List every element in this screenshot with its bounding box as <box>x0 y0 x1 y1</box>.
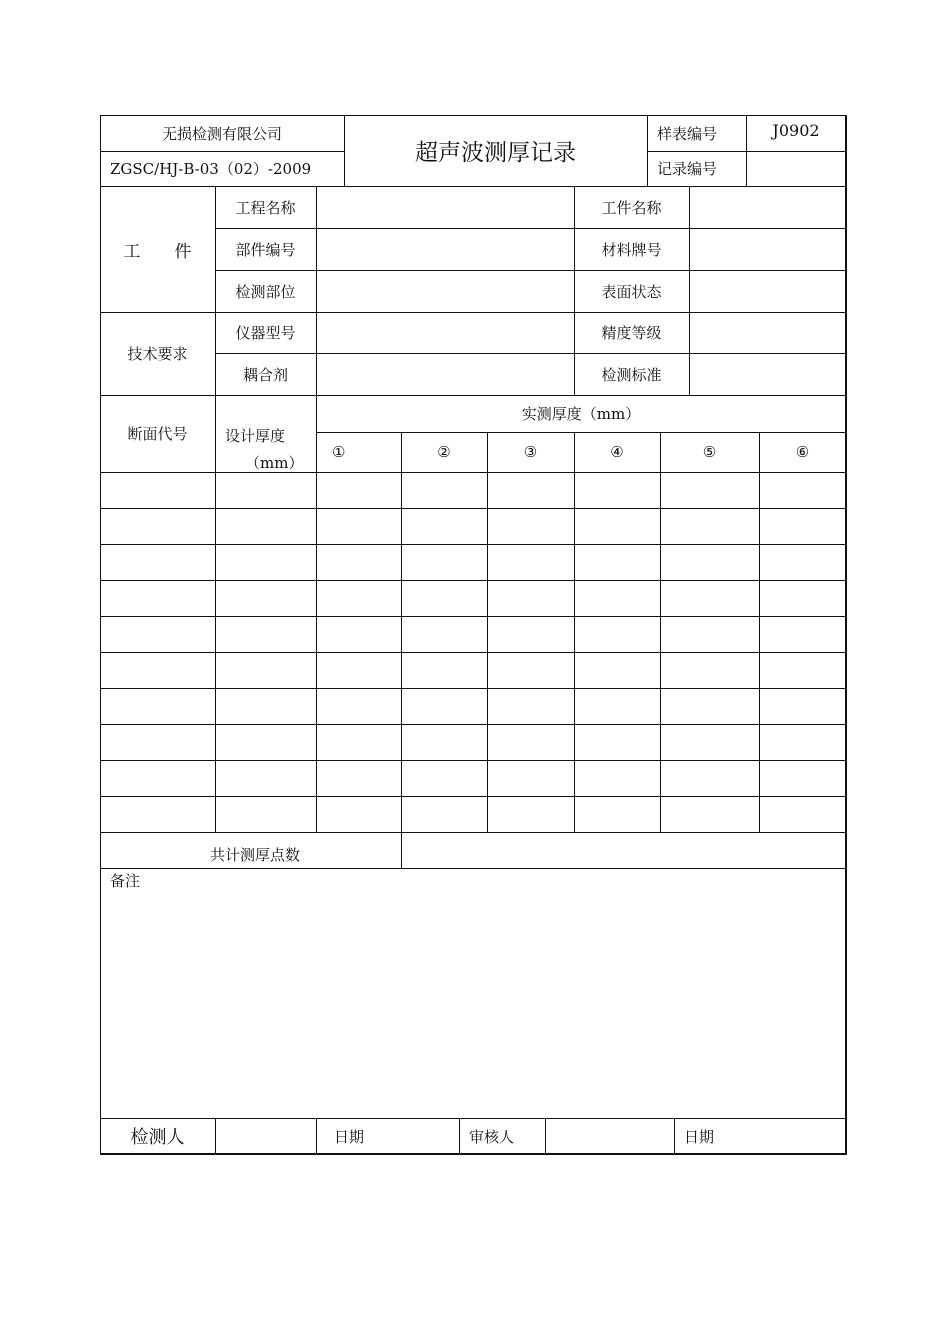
reviewer-label: 审核人 <box>469 1127 515 1146</box>
material-label: 材料牌号 <box>601 240 662 259</box>
location-label: 检测部位 <box>235 282 296 301</box>
point-2-label: ② <box>437 443 451 461</box>
tech-group-label: 技术要求 <box>127 345 188 363</box>
part-no-label: 部件编号 <box>235 240 296 259</box>
workpiece-name-field[interactable] <box>689 186 846 228</box>
project-name-label: 工程名称 <box>235 198 296 217</box>
reviewer-date-label: 日期 <box>684 1127 715 1146</box>
workpiece-name-label: 工件名称 <box>601 198 662 217</box>
measurement-data-area[interactable] <box>100 472 846 832</box>
project-name-field[interactable] <box>316 186 574 228</box>
location-field[interactable] <box>316 270 574 312</box>
design-thickness-label-line2: （mm） <box>245 454 304 472</box>
remarks-label: 备注 <box>110 872 141 890</box>
inspector-date-label: 日期 <box>334 1127 365 1146</box>
section-code-label: 断面代号 <box>127 425 188 443</box>
instrument-field[interactable] <box>316 312 574 353</box>
design-thickness-label-line1: 设计厚度 <box>225 427 286 445</box>
total-points-label: 共计测厚点数 <box>210 845 301 864</box>
sample-no-value: J0902 <box>772 121 820 140</box>
inspector-label: 检测人 <box>130 1127 185 1148</box>
point-3-label: ③ <box>523 443 538 461</box>
standard-label: 检测标准 <box>601 365 662 384</box>
workpiece-group-label: 工 件 <box>123 241 192 262</box>
form-code: ZGSC/HJ-B-03（02）-2009 <box>110 160 312 178</box>
part-no-field[interactable] <box>316 228 574 270</box>
record-no-label: 记录编号 <box>657 160 718 178</box>
surface-label: 表面状态 <box>601 282 662 301</box>
instrument-label: 仪器型号 <box>235 324 296 342</box>
point-1-label: ① <box>332 443 346 461</box>
accuracy-field[interactable] <box>689 312 846 353</box>
company-name: 无损检测有限公司 <box>161 124 282 143</box>
total-points-field[interactable] <box>401 832 846 868</box>
point-4-label: ④ <box>610 443 624 461</box>
measured-thickness-label: 实测厚度（mm） <box>521 405 641 423</box>
surface-field[interactable] <box>689 270 846 312</box>
sample-no-label: 样表编号 <box>657 124 718 143</box>
accuracy-label: 精度等级 <box>601 324 662 342</box>
couplant-label: 耦合剂 <box>242 365 288 384</box>
material-field[interactable] <box>689 228 846 270</box>
couplant-field[interactable] <box>316 353 574 395</box>
reviewer-field[interactable] <box>545 1118 674 1154</box>
standard-field[interactable] <box>689 353 846 395</box>
point-6-label: ⑥ <box>795 443 810 461</box>
remarks-field[interactable] <box>100 868 846 1118</box>
form-title: 超声波测厚记录 <box>415 140 576 166</box>
inspector-field[interactable] <box>215 1118 316 1154</box>
design-thickness-label <box>215 395 316 472</box>
point-5-label: ⑤ <box>702 443 717 461</box>
record-no-field[interactable] <box>746 151 846 186</box>
